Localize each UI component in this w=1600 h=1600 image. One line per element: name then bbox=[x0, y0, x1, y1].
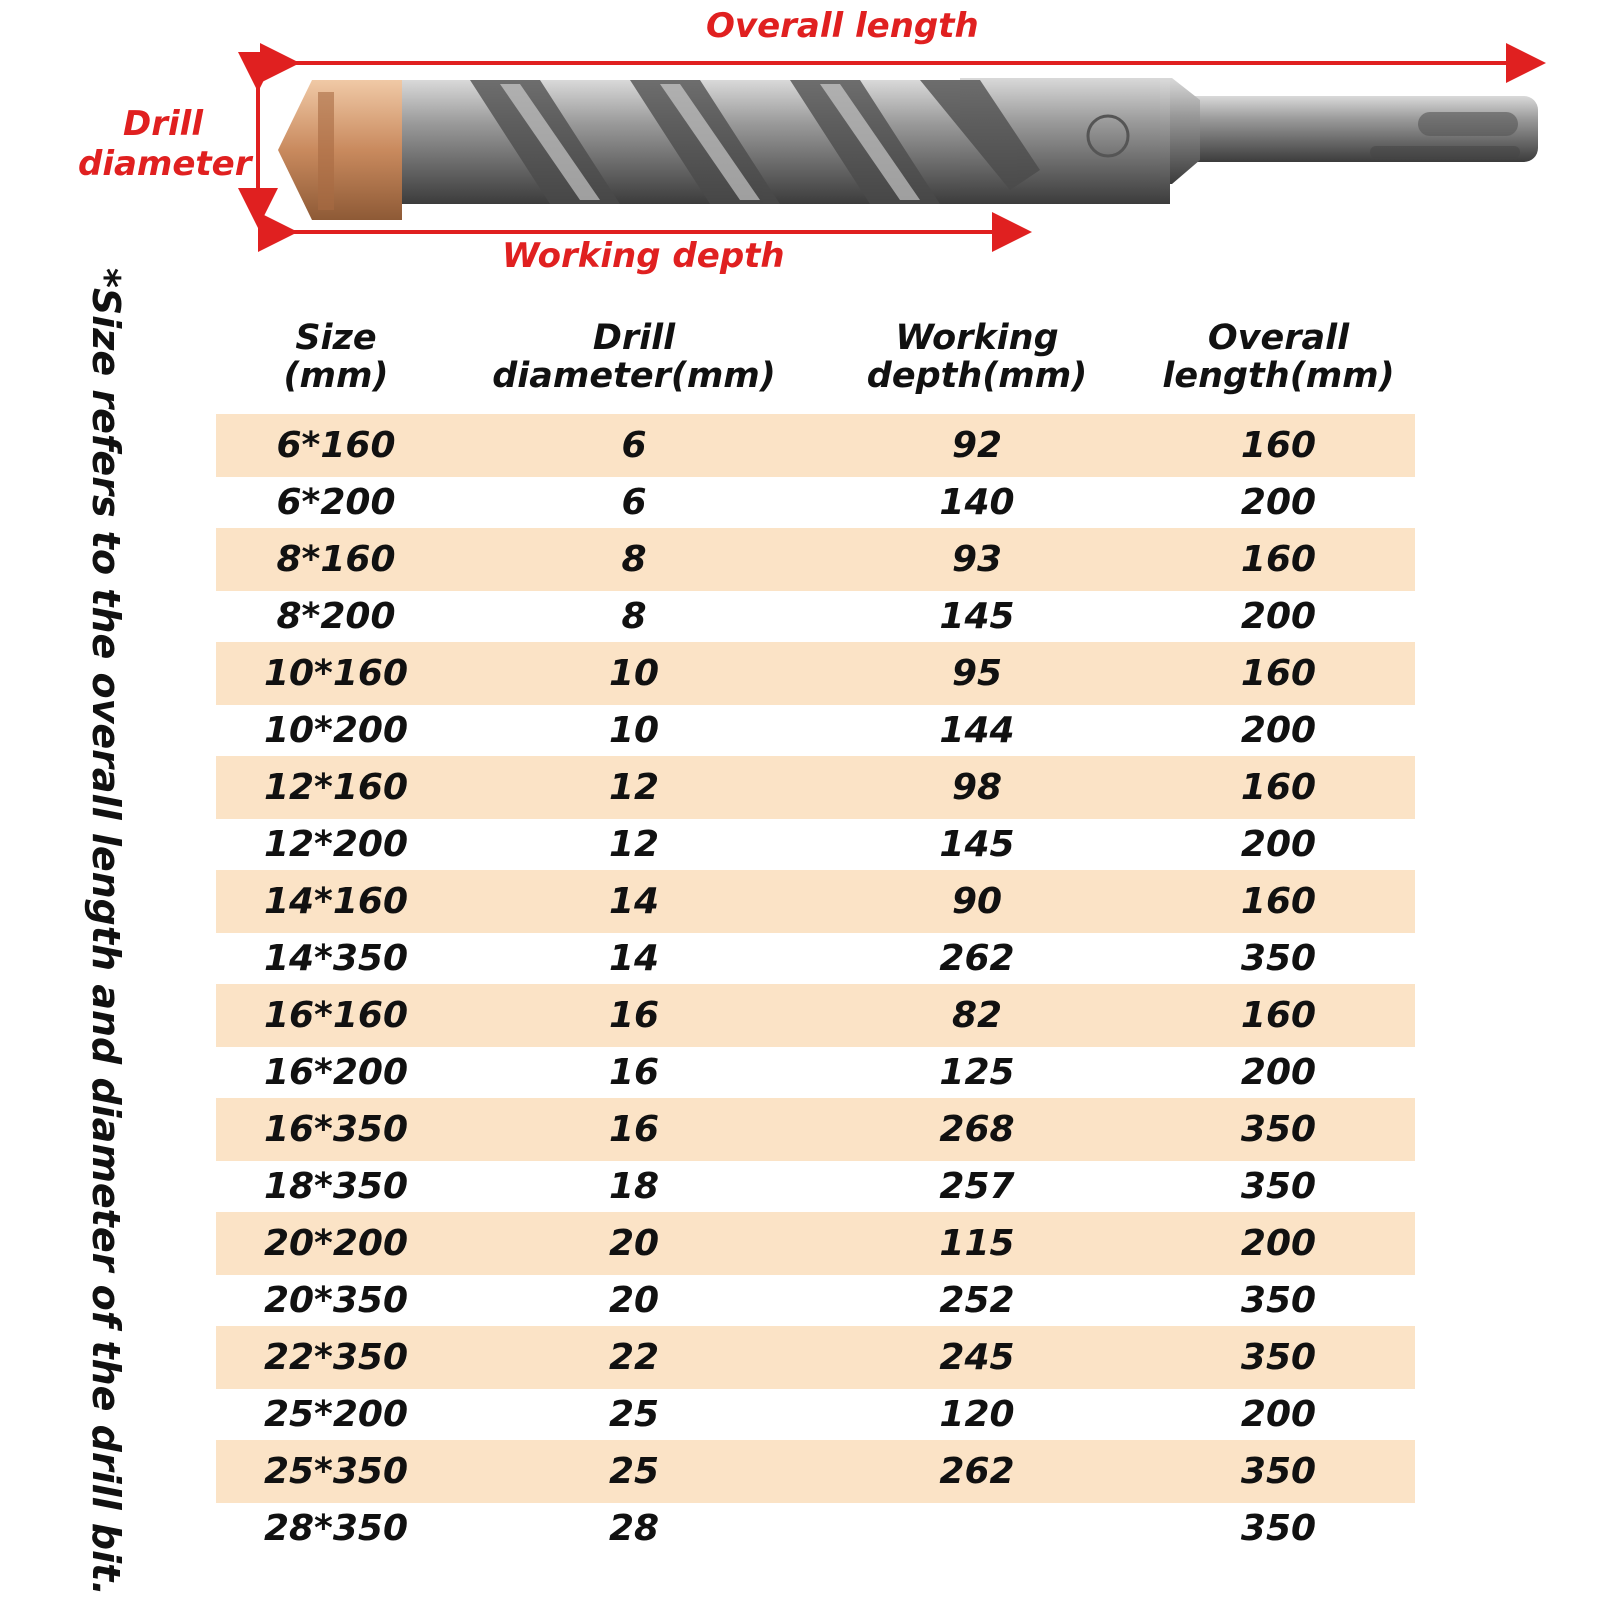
cell-size: 6*160 bbox=[276, 425, 396, 466]
cell-working-depth: 82 bbox=[951, 995, 1003, 1036]
cell-working-depth: 125 bbox=[939, 1052, 1015, 1093]
table-row bbox=[216, 756, 1415, 819]
carbide-tip bbox=[278, 80, 402, 220]
table-row bbox=[216, 1503, 1415, 1554]
cell-drill-diameter: 12 bbox=[608, 767, 660, 808]
header-overall-length: Overall length(mm) bbox=[1162, 318, 1395, 396]
cell-size: 12*200 bbox=[263, 824, 409, 865]
header-drill-diameter: Drill diameter(mm) bbox=[492, 318, 776, 396]
size-footnote: *Size refers to the overall length and diameter of the drill bit. bbox=[84, 268, 128, 1596]
cell-overall-length: 350 bbox=[1240, 1508, 1317, 1549]
table-row bbox=[216, 1212, 1415, 1275]
cell-working-depth: 145 bbox=[939, 824, 1015, 865]
cell-size: 14*350 bbox=[263, 938, 409, 979]
cell-size: 8*160 bbox=[276, 539, 396, 580]
cell-overall-length: 200 bbox=[1240, 710, 1317, 751]
cell-size: 16*160 bbox=[263, 995, 409, 1036]
cell-overall-length: 160 bbox=[1240, 539, 1317, 580]
cell-drill-diameter: 14 bbox=[608, 881, 660, 922]
cell-drill-diameter: 16 bbox=[608, 1109, 660, 1150]
cell-working-depth: 257 bbox=[939, 1166, 1015, 1207]
cell-size: 14*160 bbox=[263, 881, 409, 922]
table-row bbox=[216, 933, 1415, 984]
cell-drill-diameter: 8 bbox=[621, 596, 647, 637]
cell-overall-length: 200 bbox=[1240, 824, 1317, 865]
table-row bbox=[216, 1389, 1415, 1440]
cell-overall-length: 160 bbox=[1240, 767, 1317, 808]
table-row bbox=[216, 1047, 1415, 1098]
cell-working-depth: 252 bbox=[939, 1280, 1015, 1321]
cell-working-depth: 262 bbox=[939, 938, 1015, 979]
cell-drill-diameter: 8 bbox=[621, 539, 647, 580]
cell-drill-diameter: 14 bbox=[608, 938, 660, 979]
cell-working-depth: 95 bbox=[951, 653, 1003, 694]
cell-working-depth: 140 bbox=[939, 482, 1015, 523]
cell-working-depth: 262 bbox=[939, 1451, 1015, 1492]
cell-working-depth: 93 bbox=[951, 539, 1003, 580]
cell-working-depth: 115 bbox=[939, 1223, 1015, 1264]
cell-drill-diameter: 20 bbox=[608, 1223, 660, 1264]
cell-working-depth: 90 bbox=[951, 881, 1003, 922]
cell-drill-diameter: 6 bbox=[621, 425, 647, 466]
cell-overall-length: 350 bbox=[1240, 1280, 1317, 1321]
cell-drill-diameter: 16 bbox=[608, 995, 660, 1036]
cell-drill-diameter: 6 bbox=[621, 482, 647, 523]
cell-size: 16*200 bbox=[263, 1052, 409, 1093]
cell-working-depth: 144 bbox=[939, 710, 1015, 751]
header-size: Size (mm) bbox=[283, 318, 389, 396]
table-row bbox=[216, 984, 1415, 1047]
table-row bbox=[216, 1275, 1415, 1326]
cell-overall-length: 350 bbox=[1240, 1337, 1317, 1378]
cell-overall-length: 350 bbox=[1240, 1166, 1317, 1207]
cell-drill-diameter: 18 bbox=[608, 1166, 660, 1207]
cell-working-depth: 120 bbox=[939, 1394, 1015, 1435]
cell-size: 6*200 bbox=[276, 482, 396, 523]
cell-size: 20*350 bbox=[263, 1280, 409, 1321]
table-row bbox=[216, 477, 1415, 528]
working-depth-label: Working depth bbox=[502, 236, 785, 276]
cell-size: 18*350 bbox=[263, 1166, 409, 1207]
drill-diameter-label: Drill diameter bbox=[78, 104, 252, 184]
table-row bbox=[216, 1326, 1415, 1389]
cell-drill-diameter: 25 bbox=[608, 1394, 660, 1435]
cell-drill-diameter: 10 bbox=[608, 710, 660, 751]
table-row bbox=[216, 642, 1415, 705]
table-row bbox=[216, 1161, 1415, 1212]
cell-size: 25*200 bbox=[263, 1394, 409, 1435]
cell-overall-length: 200 bbox=[1240, 1223, 1317, 1264]
cell-overall-length: 200 bbox=[1240, 1394, 1317, 1435]
cell-working-depth: 92 bbox=[951, 425, 1003, 466]
cell-overall-length: 160 bbox=[1240, 425, 1317, 466]
cell-size: 25*350 bbox=[263, 1451, 409, 1492]
cell-drill-diameter: 20 bbox=[608, 1280, 660, 1321]
table-body bbox=[216, 414, 1415, 1554]
cell-overall-length: 200 bbox=[1240, 1052, 1317, 1093]
cell-working-depth: 268 bbox=[939, 1109, 1015, 1150]
table-row bbox=[216, 870, 1415, 933]
cell-overall-length: 350 bbox=[1240, 938, 1317, 979]
cell-size: 10*160 bbox=[263, 653, 409, 694]
cell-size: 10*200 bbox=[263, 710, 409, 751]
table-row bbox=[216, 819, 1415, 870]
table-row bbox=[216, 1098, 1415, 1161]
cell-overall-length: 200 bbox=[1240, 482, 1317, 523]
cell-overall-length: 160 bbox=[1240, 653, 1317, 694]
table-header bbox=[216, 300, 1415, 414]
cell-drill-diameter: 22 bbox=[608, 1337, 660, 1378]
cell-working-depth: 145 bbox=[939, 596, 1015, 637]
cell-working-depth: 245 bbox=[939, 1337, 1015, 1378]
drill-bit-diagram bbox=[0, 0, 1600, 300]
cell-drill-diameter: 28 bbox=[608, 1508, 660, 1549]
size-table bbox=[216, 300, 1415, 1554]
cell-size: 8*200 bbox=[276, 596, 396, 637]
table-row bbox=[216, 414, 1415, 477]
table-row bbox=[216, 591, 1415, 642]
cell-size: 28*350 bbox=[263, 1508, 409, 1549]
header-working-depth: Working depth(mm) bbox=[866, 318, 1088, 396]
table-row bbox=[216, 528, 1415, 591]
table-row bbox=[216, 1440, 1415, 1503]
cell-working-depth: 98 bbox=[951, 767, 1003, 808]
cell-overall-length: 160 bbox=[1240, 881, 1317, 922]
cell-size: 16*350 bbox=[263, 1109, 409, 1150]
cell-overall-length: 160 bbox=[1240, 995, 1317, 1036]
cell-drill-diameter: 16 bbox=[608, 1052, 660, 1093]
cell-overall-length: 350 bbox=[1240, 1451, 1317, 1492]
cell-drill-diameter: 12 bbox=[608, 824, 660, 865]
cell-size: 12*160 bbox=[263, 767, 409, 808]
cell-drill-diameter: 25 bbox=[608, 1451, 660, 1492]
overall-length-label: Overall length bbox=[706, 6, 979, 46]
table-row bbox=[216, 705, 1415, 756]
cell-overall-length: 200 bbox=[1240, 596, 1317, 637]
cell-size: 22*350 bbox=[263, 1337, 409, 1378]
cell-overall-length: 350 bbox=[1240, 1109, 1317, 1150]
cell-drill-diameter: 10 bbox=[608, 653, 660, 694]
cell-size: 20*200 bbox=[263, 1223, 409, 1264]
